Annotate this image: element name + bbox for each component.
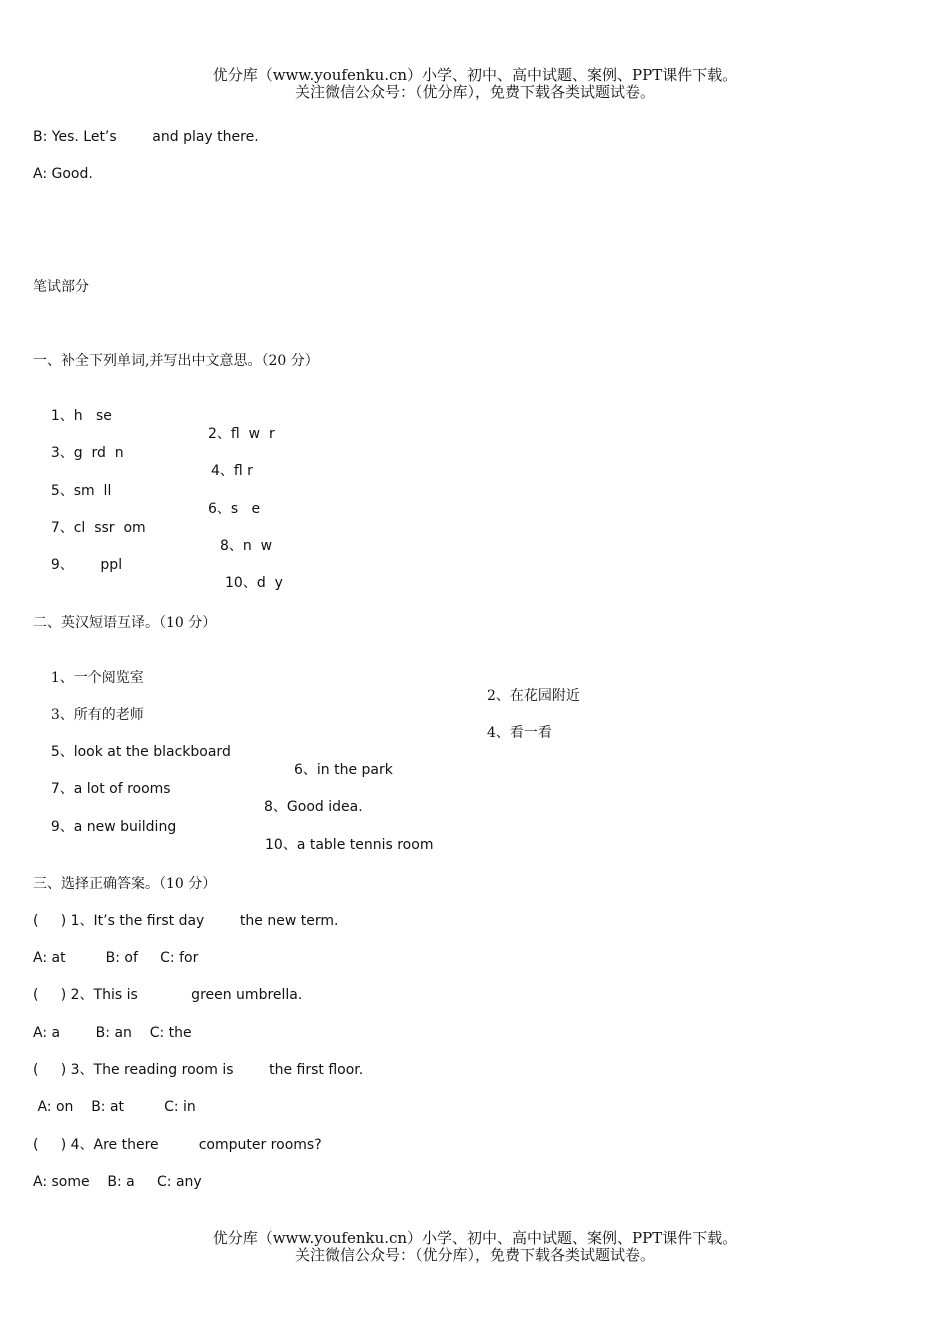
section2-item: 1、一个阅览室 — [50, 670, 144, 686]
section1-item: 7、cl ssr om — [50, 520, 146, 536]
page-header — [0, 67, 950, 101]
section2-item: 3、所有的老师 — [50, 707, 144, 723]
section2-item: 10、a table tennis room — [265, 837, 434, 853]
section1-item: 8、n w — [220, 538, 273, 554]
section1-item: 4、fl r — [211, 463, 253, 479]
header-line-1: 优分库（www.youfenku.cn）小学、初中、高中试题、案例、PPT课件下载。 — [212, 66, 738, 84]
question-2-options: A: a B: an C: the — [33, 1025, 192, 1041]
question-3: ( ) 3、The reading room is the first floor. — [33, 1062, 364, 1078]
question-2: ( ) 2、This is green umbrella. — [33, 987, 303, 1003]
written-part-title: 笔试部分 — [33, 279, 89, 295]
section1-item: 10、d y — [225, 575, 283, 591]
section3-title: 三、选择正确答案。（10 分） — [33, 876, 217, 892]
footer-line-2: 关注微信公众号：（优分库），免费下载各类试题试卷。 — [294, 1246, 655, 1264]
question-3-options: A: on B: at C: in — [33, 1099, 196, 1115]
section2-item: 2、在花园附近 — [487, 688, 580, 704]
section1-item: 9、 ppl — [50, 557, 123, 573]
section2-item: 6、in the park — [294, 762, 393, 778]
section2-item: 7、a lot of rooms — [50, 781, 171, 797]
section2-item: 8、Good idea. — [264, 799, 363, 815]
question-4-options: A: some B: a C: any — [33, 1174, 202, 1190]
section2-title: 二、英汉短语互译。（10 分） — [33, 615, 217, 631]
section1-item: 6、s e — [208, 501, 261, 517]
section1-title: 一、补全下列单词,并写出中文意思。（20 分） — [33, 353, 319, 369]
section2-item: 5、look at the blackboard — [50, 744, 231, 760]
question-1-options: A: at B: of C: for — [33, 950, 199, 966]
header-line-2: 关注微信公众号：（优分库），免费下载各类试题试卷。 — [294, 83, 655, 101]
section2-item: 4、看一看 — [487, 725, 552, 741]
page-footer — [0, 1230, 950, 1264]
dialogue-a-line: A: Good. — [33, 166, 93, 182]
section1-item: 5、sm ll — [50, 483, 112, 499]
section1-item: 2、fl w r — [208, 426, 275, 442]
question-1: ( ) 1、It’s the first day the new term. — [33, 913, 339, 929]
dialogue-b-line: B: Yes. Let’s and play there. — [33, 129, 259, 145]
section1-item: 1、h se — [50, 408, 112, 424]
question-4: ( ) 4、Are there computer rooms? — [33, 1137, 322, 1153]
footer-line-1: 优分库（www.youfenku.cn）小学、初中、高中试题、案例、PPT课件下载。 — [212, 1229, 738, 1247]
section2-item: 9、a new building — [50, 819, 177, 835]
section1-item: 3、g rd n — [50, 445, 124, 461]
